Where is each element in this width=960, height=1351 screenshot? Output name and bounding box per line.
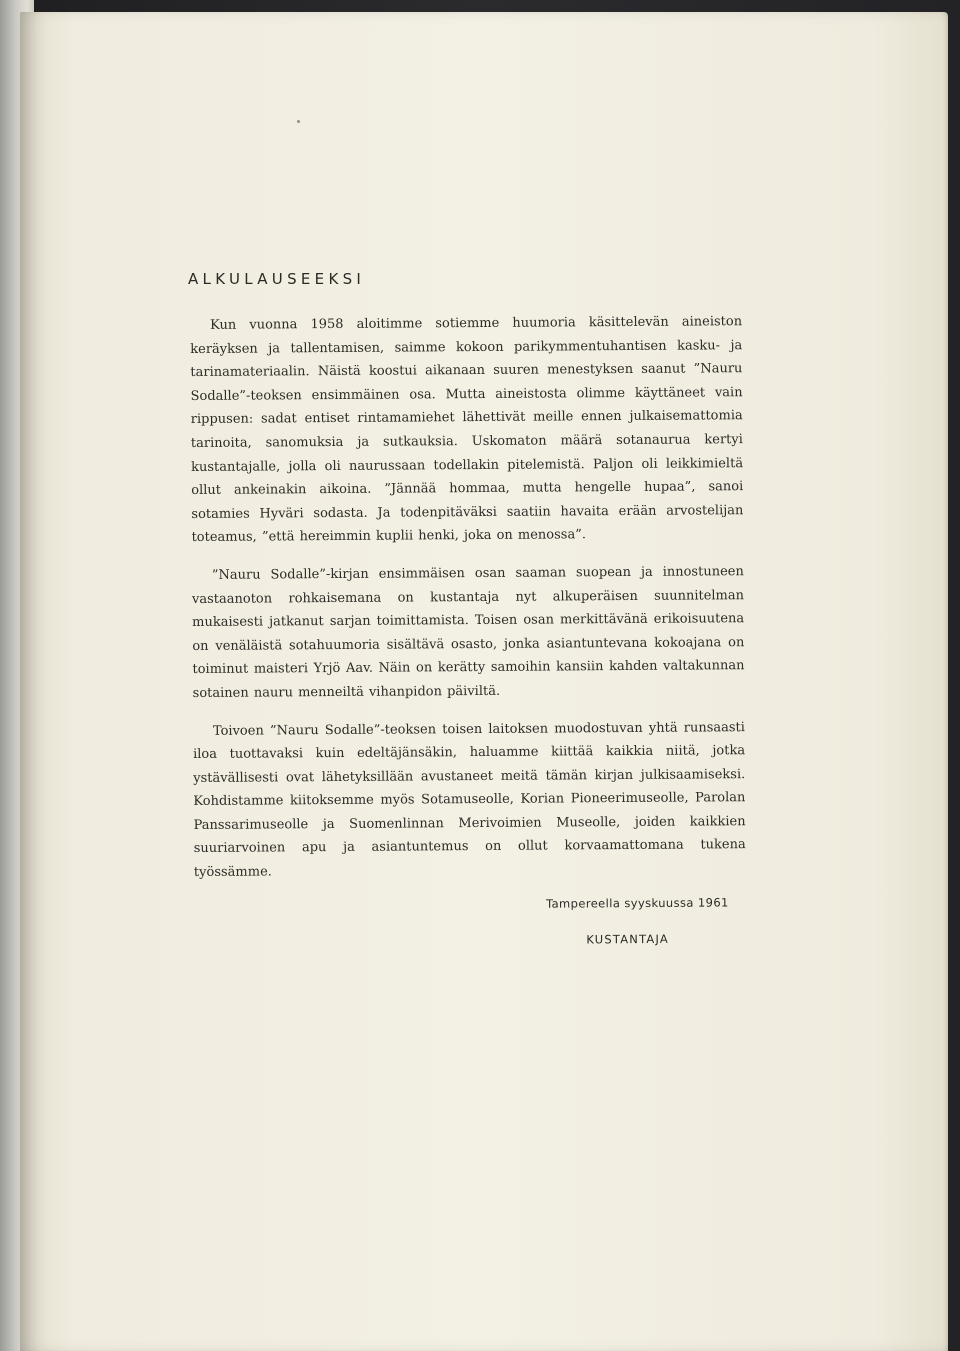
paragraph-1: Kun vuonna 1958 aloitimme sotiemme huumoria käsittelevän aineiston keräyksen ja tallentamisen, saimme kokoon parikymmentuhantisen kasku- ja tarinamateriaalin. Näistä koostui aikanaan suuren menestyksen saanut ”Nauru Sodalle”-teoksen ensimmäinen osa. Mutta aineistosta olimme käyttäneet vain rippusen: sadat entiset rintamamiehet lähettivät meille ennen julkaisemattomia tarinoita, sanomuksia ja sutkauksia. Uskomaton määrä sotanaurua kertyi kustantajalle, jolla oli naurussaan todellakin pitelemistä. Paljon oli leikkimieltä ollut ankeinakin aikoina. ”Jännää hommaa, mutta hengelle hupaa”, sanoi sotamies Hyväri sodasta. Ja todenpitäväksi saatiin havaita erään arvostelijan toteamus, ”että hereimmin kuplii henki, joka on menossa”. [190,314,744,546]
signature-place-date: Tampereella syyskuussa 1961 [546,895,729,911]
body-text [190,310,746,898]
signature-publisher: KUSTANTAJA [586,931,669,947]
paragraph-2: ”Nauru Sodalle”-kirjan ensimmäisen osan saaman suopean ja innostuneen vastaanoton rohkaisemana on kustantaja nyt alkuperäisen suunnitelman mukaisesti jatkanut sarjan toimittamista. Toisen osan merkittävänä erikoisuutena on venäläistä sotahuumoria sisältävä osasto, jonka asiantuntevana kokoajana on toiminut maisteri Yrjö Aav. Näin on kerätty samoihin kansiin kahden valtakunnan sotainen nauru menneiltä vihanpidon päiviltä. [191,564,745,701]
paper-speck [297,120,300,123]
page-heading: ALKULAUSEEKSI [188,270,366,288]
book-page [20,12,948,1351]
paragraph-3: Toivoen ”Nauru Sodalle”-teoksen toisen laitoksen muodostuvan yhtä runsaasti iloa tuottavaksi kuin edeltäjänsäkin, haluamme kiittää kaikkia niitä, jotka ystävällisesti ovat lähetyksillään avustaneet meitä tämän kirjan julkisaamiseksi. Kohdistamme kiitoksemme myös Sotamuseolle, Korian Pioneerimuseolle, Parolan Panssarimuseolle ja Suomenlinnan Merivoimien Museolle, joiden kaikkien suuriarvoinen apu ja asiantuntemus on ollut korvaamattomana tukena työssämme. [193,719,746,881]
